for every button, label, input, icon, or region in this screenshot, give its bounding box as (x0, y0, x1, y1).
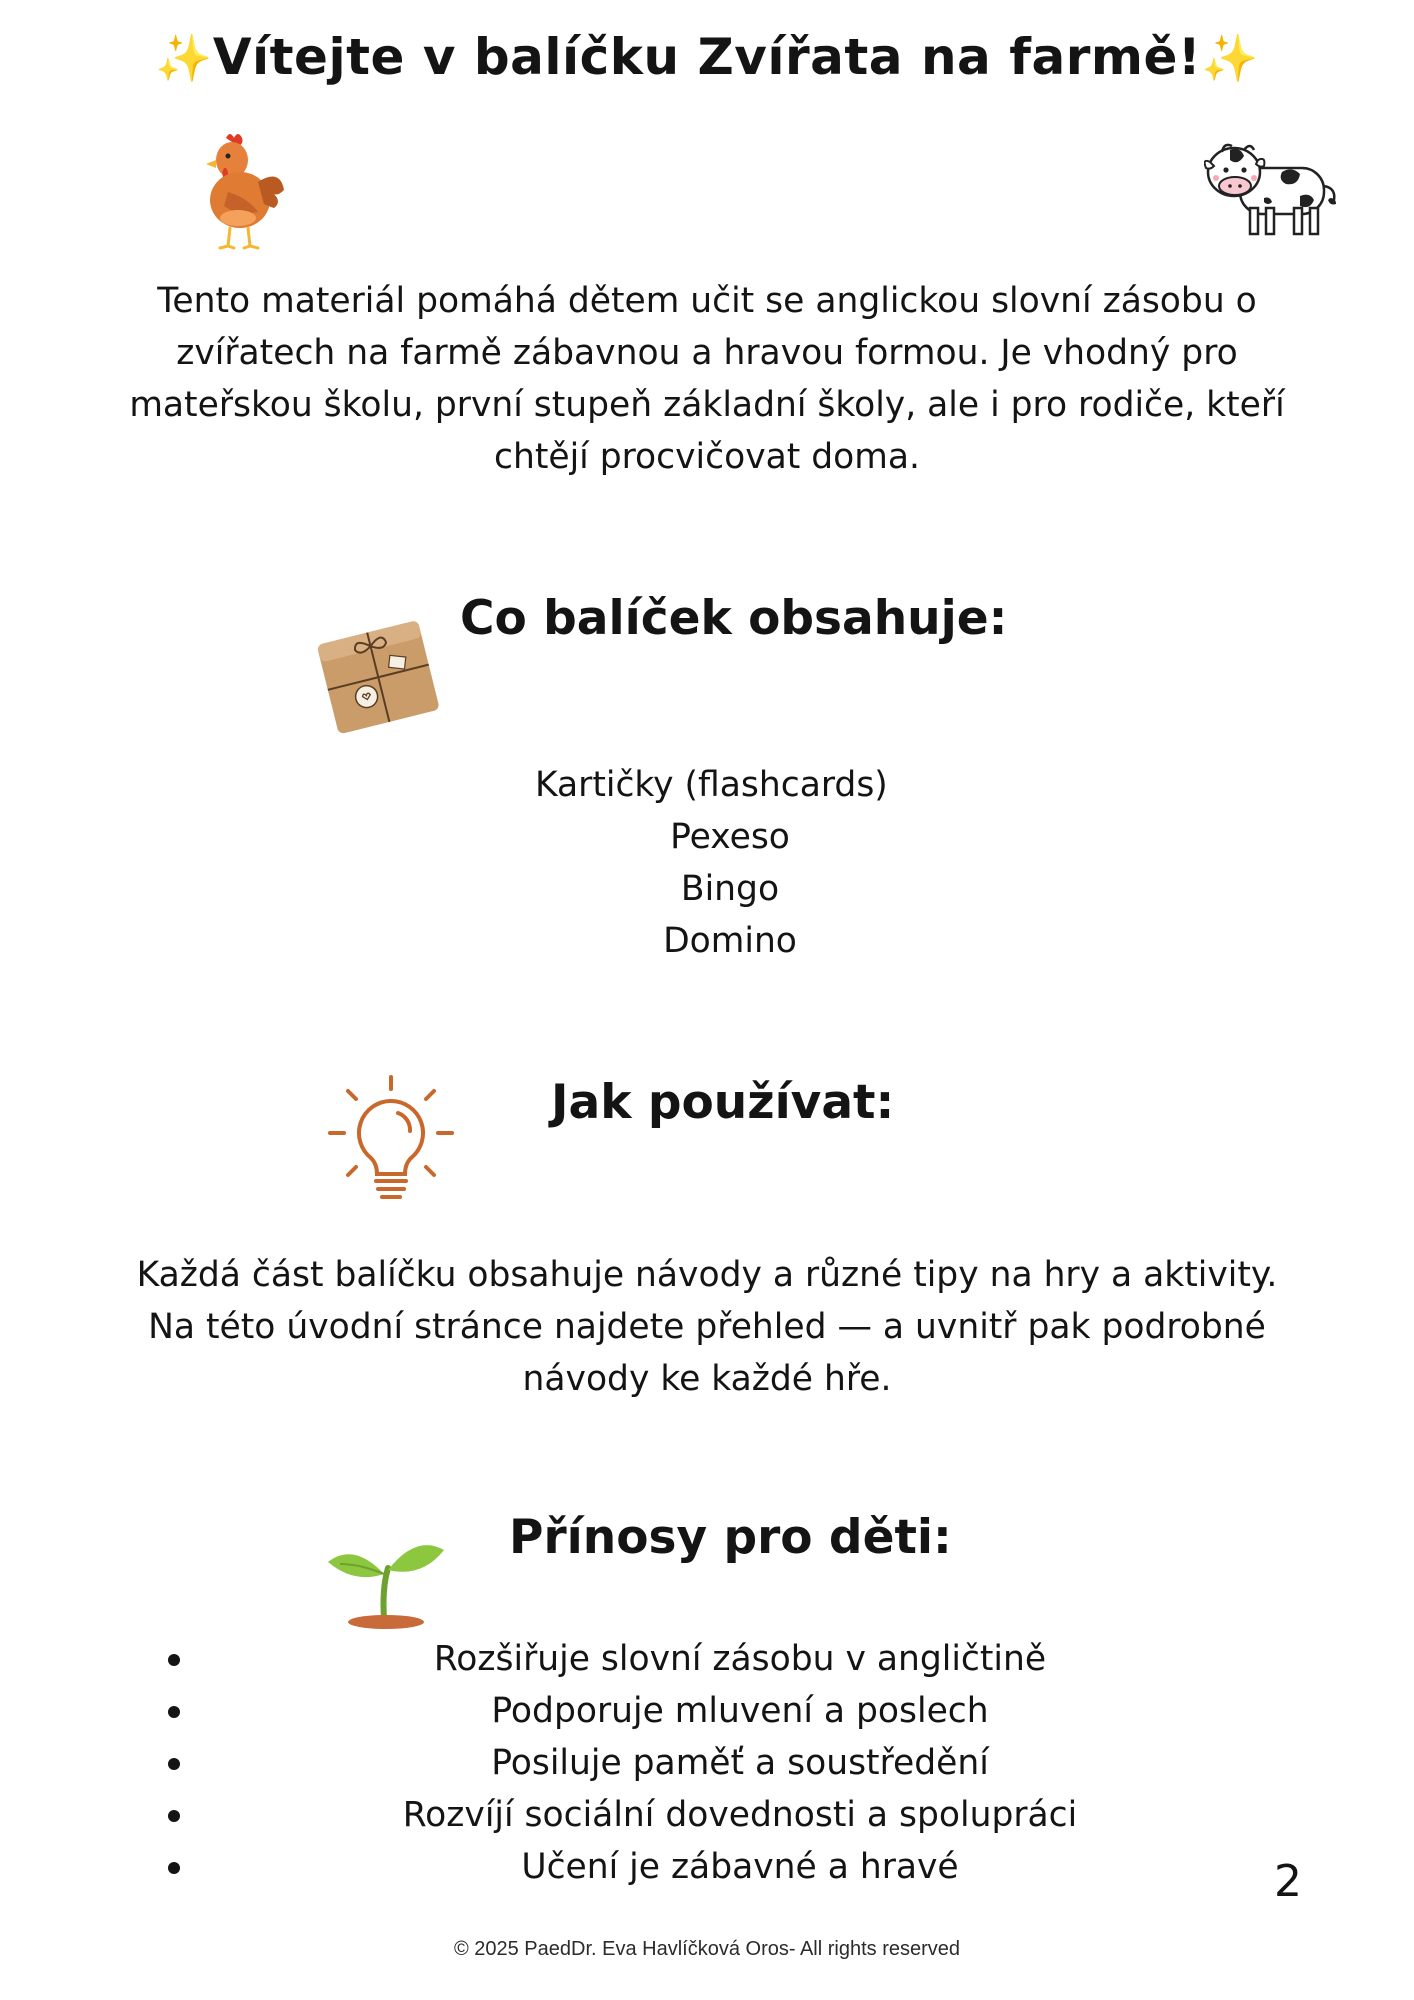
list-item: Bingo (680, 869, 780, 909)
list-item: Kartičky (flashcards) (535, 765, 888, 805)
sparkle-icon: ✨ (155, 31, 213, 85)
cow-icon (1204, 138, 1344, 243)
parcel-box-icon (312, 605, 447, 747)
sprout-icon (326, 1530, 446, 1630)
usage-paragraph: Každá část balíčku obsahuje návody a různé tipy na hry a aktivity. Na této úvodní stránce najdete přehled — a uvnitř pak podrobné návody ke každé hře. (136, 1255, 1278, 1399)
intro-paragraph: Tento materiál pomáhá dětem učit se anglickou slovní zásobu o zvířatech na farmě zábavnou a hravou formou. Je vhodný pro mateřskou školu, první stupeň základní školy, ale i pro rodiče, kteří chtějí procvičovat doma. (129, 281, 1285, 477)
sparkle-icon: ✨ (1201, 31, 1259, 85)
list-item: Pexeso (670, 817, 790, 857)
benefits-heading: Přínosy pro děti: (509, 1510, 952, 1565)
list-item: Učení je zábavné a hravé (160, 1841, 1260, 1893)
list-item: Podporuje mluvení a poslech (160, 1685, 1260, 1737)
page-title: Vítejte v balíčku Zvířata na farmě! (212, 28, 1202, 86)
page-number: 2 (1274, 1856, 1302, 1907)
copyright-footer: © 2025 PaedDr. Eva Havlíčková Oros- All rights reserved (453, 1938, 961, 1960)
list-item: Posiluje paměť a soustředění (160, 1737, 1260, 1789)
benefits-list (160, 1633, 1260, 1893)
lightbulb-icon (326, 1073, 456, 1208)
contents-list (500, 759, 960, 967)
list-item: Rozvíjí sociální dovednosti a spolupráci (160, 1789, 1260, 1841)
hen-icon (188, 130, 288, 250)
list-item: Rozšiřuje slovní zásobu v angličtině (160, 1633, 1260, 1685)
page-title-row (0, 28, 1414, 86)
contents-heading: Co balíček obsahuje: (460, 591, 1008, 646)
usage-heading: Jak používat: (551, 1075, 895, 1130)
list-item: Domino (663, 921, 797, 961)
